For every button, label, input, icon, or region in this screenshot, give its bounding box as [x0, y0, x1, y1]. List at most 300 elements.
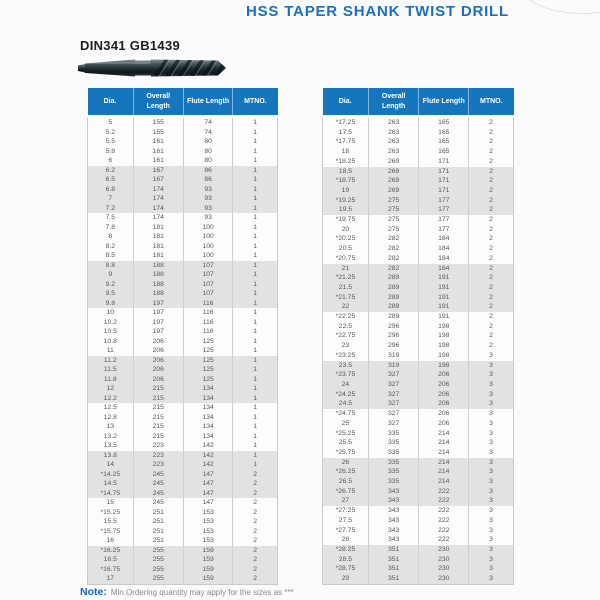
table-cell: 198 — [419, 341, 469, 351]
table-row — [88, 356, 278, 366]
page-title: HSS TAPER SHANK TWIST DRILL — [246, 3, 509, 20]
table-cell: 206 — [133, 337, 183, 347]
table-cell: 6 — [88, 156, 134, 166]
table-cell: 1 — [233, 213, 278, 223]
header-row — [323, 88, 514, 117]
table-row — [323, 506, 514, 516]
table-row — [88, 242, 278, 252]
table-cell: 327 — [368, 380, 419, 390]
table-row — [88, 460, 278, 470]
table-cell: 20.5 — [323, 244, 369, 254]
table-cell: 100 — [183, 232, 232, 242]
table-cell: *20.25 — [323, 234, 369, 244]
table-cell: 153 — [183, 517, 232, 527]
table-cell: 11.5 — [88, 365, 134, 375]
table-cell: 197 — [133, 318, 183, 328]
table-row — [88, 422, 278, 432]
table-row — [323, 254, 514, 264]
table-cell: 1 — [233, 166, 278, 176]
table-cell: 2 — [233, 527, 278, 537]
table-cell: 165 — [419, 137, 469, 147]
drill-size-table-2 — [322, 88, 514, 585]
table-cell: 255 — [133, 555, 183, 565]
table-cell: 2 — [469, 264, 514, 274]
table-row — [88, 365, 278, 375]
table-cell: 14.5 — [88, 479, 134, 489]
table-cell: 289 — [368, 273, 419, 283]
table-cell: 107 — [183, 261, 232, 271]
table-cell: *16.25 — [88, 546, 134, 556]
table-cell: 2 — [469, 137, 514, 147]
table-cell: 165 — [419, 117, 469, 128]
table-cell: 24 — [323, 380, 369, 390]
table-cell: 251 — [133, 508, 183, 518]
table-cell: 107 — [183, 270, 232, 280]
table-cell: 327 — [368, 370, 419, 380]
table-cell: 3 — [469, 574, 514, 584]
table-cell: 13 — [88, 422, 134, 432]
column-header: Flute Length — [419, 88, 469, 117]
table-row — [88, 441, 278, 451]
table-cell: 142 — [183, 441, 232, 451]
table-cell: 1 — [233, 384, 278, 394]
table-cell: 167 — [133, 175, 183, 185]
table-row — [323, 390, 514, 400]
table-cell: 230 — [419, 564, 469, 574]
drill-bit-image — [78, 55, 228, 81]
table-cell: 275 — [368, 215, 419, 225]
table-cell: 12 — [88, 384, 134, 394]
table-cell: 3 — [469, 370, 514, 380]
table-cell: 8.5 — [88, 251, 134, 261]
footer-note — [80, 582, 294, 600]
table-row — [323, 117, 514, 128]
table-cell: 147 — [183, 470, 232, 480]
table-cell: 16.5 — [88, 555, 134, 565]
table-cell: 93 — [183, 204, 232, 214]
spec-table — [87, 88, 278, 585]
table-row — [323, 458, 514, 468]
table-cell: 191 — [419, 312, 469, 322]
table-cell: 197 — [133, 308, 183, 318]
table-row — [323, 322, 514, 332]
table-cell: 335 — [368, 448, 419, 458]
table-cell: 2 — [469, 147, 514, 157]
table-cell: 9.5 — [88, 289, 134, 299]
table-cell: 1 — [233, 422, 278, 432]
table-row — [323, 215, 514, 225]
table-cell: 153 — [183, 536, 232, 546]
table-cell: 327 — [368, 390, 419, 400]
table-cell: 206 — [419, 419, 469, 429]
table-row — [88, 117, 278, 128]
table-row — [88, 289, 278, 299]
table-row — [323, 429, 514, 439]
table-cell: 12.8 — [88, 413, 134, 423]
table-cell: 335 — [368, 429, 419, 439]
table-cell: 206 — [419, 409, 469, 419]
table-cell: 255 — [133, 565, 183, 575]
table-row — [88, 470, 278, 480]
table-row — [323, 448, 514, 458]
table-row — [88, 517, 278, 527]
table-cell: 1 — [233, 441, 278, 451]
table-cell: 263 — [368, 128, 419, 138]
table-cell: 5 — [88, 117, 134, 128]
table-cell: 1 — [233, 356, 278, 366]
table-cell: 159 — [183, 565, 232, 575]
table-cell: 2 — [233, 470, 278, 480]
table-cell: 222 — [419, 535, 469, 545]
spec-table — [322, 88, 514, 585]
table-cell: 351 — [368, 564, 419, 574]
table-cell: 296 — [368, 341, 419, 351]
table-cell: *23.75 — [323, 370, 369, 380]
table-cell: 3 — [469, 409, 514, 419]
table-cell: 3 — [469, 506, 514, 516]
table-row — [323, 351, 514, 361]
table-cell: 1 — [233, 451, 278, 461]
table-cell: *17.75 — [323, 137, 369, 147]
table-cell: 289 — [368, 283, 419, 293]
table-cell: 2 — [469, 293, 514, 303]
table-cell: *26.25 — [323, 467, 369, 477]
table-cell: 159 — [183, 574, 232, 584]
table-cell: 3 — [469, 535, 514, 545]
table-cell: 13.5 — [88, 441, 134, 451]
table-cell: 275 — [368, 196, 419, 206]
table-cell: 1 — [233, 204, 278, 214]
table-cell: 230 — [419, 574, 469, 584]
table-row — [323, 312, 514, 322]
table-cell: 198 — [419, 361, 469, 371]
table-cell: 17 — [88, 574, 134, 584]
table-cell: *19.25 — [323, 196, 369, 206]
table-cell: 116 — [183, 327, 232, 337]
table-cell: 2 — [233, 565, 278, 575]
table-cell: 5.8 — [88, 147, 134, 157]
table-cell: 222 — [419, 487, 469, 497]
table-cell: 3 — [469, 380, 514, 390]
table-cell: 134 — [183, 422, 232, 432]
table-cell: 100 — [183, 251, 232, 261]
table-cell: 134 — [183, 394, 232, 404]
table-cell: 289 — [368, 302, 419, 312]
table-cell: 2 — [469, 273, 514, 283]
table-cell: 29 — [323, 574, 369, 584]
table-cell: 191 — [419, 283, 469, 293]
table-row — [323, 438, 514, 448]
table-cell: 335 — [368, 467, 419, 477]
table-cell: 155 — [133, 117, 183, 128]
drill-highlight — [86, 62, 150, 64]
table-cell: 24.5 — [323, 399, 369, 409]
table-row — [323, 399, 514, 409]
table-cell: *27.25 — [323, 506, 369, 516]
table-cell: 19 — [323, 186, 369, 196]
table-cell: 197 — [133, 327, 183, 337]
table-cell: 2 — [233, 479, 278, 489]
table-cell: 8 — [88, 232, 134, 242]
table-cell: 343 — [368, 487, 419, 497]
note-text: Min.Ordering quantity may apply for the sizes as *** — [110, 588, 294, 597]
table-cell: 93 — [183, 185, 232, 195]
table-cell: 206 — [133, 375, 183, 385]
table-row — [88, 527, 278, 537]
table-cell: 1 — [233, 432, 278, 442]
table-row — [323, 467, 514, 477]
table-row — [88, 565, 278, 575]
table-cell: 86 — [183, 175, 232, 185]
table-cell: 22.5 — [323, 322, 369, 332]
table-cell: 1 — [233, 175, 278, 185]
table-cell: 13.8 — [88, 451, 134, 461]
table-cell: 198 — [419, 322, 469, 332]
table-cell: 198 — [419, 331, 469, 341]
table-cell: 215 — [133, 394, 183, 404]
column-header: Overall Length — [368, 88, 419, 117]
table-cell: 335 — [368, 477, 419, 487]
table-row — [88, 204, 278, 214]
table-row — [323, 225, 514, 235]
table-row — [323, 196, 514, 206]
table-cell: *25.75 — [323, 448, 369, 458]
table-cell: 1 — [233, 403, 278, 413]
table-cell: 11.8 — [88, 375, 134, 385]
table-cell: 27 — [323, 496, 369, 506]
table-row — [323, 147, 514, 157]
table-cell: *24.25 — [323, 390, 369, 400]
table-cell: 184 — [419, 264, 469, 274]
drill-tang — [78, 64, 85, 73]
header-row — [88, 88, 278, 117]
table-row — [88, 137, 278, 147]
column-header: MTNO. — [469, 88, 514, 117]
table-cell: 215 — [133, 384, 183, 394]
table-cell: 275 — [368, 205, 419, 215]
table-cell: 116 — [183, 308, 232, 318]
table-cell: *26.75 — [323, 487, 369, 497]
table-row — [323, 128, 514, 138]
table-row — [88, 213, 278, 223]
table-row — [88, 147, 278, 157]
table-cell: *19.75 — [323, 215, 369, 225]
table-cell: 2 — [233, 546, 278, 556]
table-cell: 1 — [233, 117, 278, 128]
table-cell: 100 — [183, 242, 232, 252]
table-row — [323, 341, 514, 351]
table-cell: 5.5 — [88, 137, 134, 147]
table-row — [88, 156, 278, 166]
note-label: Note: — [80, 586, 107, 598]
table-cell: 23 — [323, 341, 369, 351]
table-cell: *22.25 — [323, 312, 369, 322]
table-row — [88, 394, 278, 404]
table-cell: 167 — [133, 166, 183, 176]
table-cell: 343 — [368, 506, 419, 516]
table-cell: 184 — [419, 254, 469, 264]
table-cell: 3 — [469, 351, 514, 361]
table-cell: 177 — [419, 205, 469, 215]
table-cell: 3 — [469, 555, 514, 565]
table-cell: 2 — [469, 244, 514, 254]
table-cell: 263 — [368, 137, 419, 147]
table-cell: 9.2 — [88, 280, 134, 290]
table-row — [88, 451, 278, 461]
table-cell: 147 — [183, 498, 232, 508]
table-cell: 275 — [368, 225, 419, 235]
table-cell: 125 — [183, 365, 232, 375]
table-row — [323, 564, 514, 574]
table-cell: 2 — [233, 536, 278, 546]
table-cell: 206 — [419, 380, 469, 390]
table-cell: 171 — [419, 176, 469, 186]
table-cell: 181 — [133, 223, 183, 233]
table-cell: 327 — [368, 399, 419, 409]
table-cell: 269 — [368, 186, 419, 196]
table-cell: 2 — [469, 167, 514, 177]
table-cell: 1 — [233, 318, 278, 328]
table-cell: *21.75 — [323, 293, 369, 303]
table-cell: 245 — [133, 470, 183, 480]
table-cell: 215 — [133, 432, 183, 442]
table-cell: 1 — [233, 147, 278, 157]
table-cell: *23.25 — [323, 351, 369, 361]
table-row — [88, 489, 278, 499]
table-cell: 1 — [233, 270, 278, 280]
table-cell: 1 — [233, 128, 278, 138]
watermark-arc — [516, 0, 600, 14]
table-cell: 3 — [469, 448, 514, 458]
table-cell: 9.8 — [88, 299, 134, 309]
table-cell: 165 — [419, 128, 469, 138]
table-row — [88, 479, 278, 489]
table-cell: 153 — [183, 527, 232, 537]
table-row — [88, 308, 278, 318]
table-row — [88, 555, 278, 565]
table-cell: 2 — [469, 215, 514, 225]
table-cell: 161 — [133, 156, 183, 166]
table-cell: 181 — [133, 232, 183, 242]
table-cell: 263 — [368, 147, 419, 157]
table-cell: 251 — [133, 527, 183, 537]
table-cell: 282 — [368, 254, 419, 264]
table-cell: 5.2 — [88, 128, 134, 138]
table-header — [88, 88, 278, 117]
table-cell: 319 — [368, 361, 419, 371]
table-cell: 214 — [419, 467, 469, 477]
table-cell: 222 — [419, 506, 469, 516]
table-cell: 27.5 — [323, 516, 369, 526]
table-cell: 2 — [469, 312, 514, 322]
table-cell: 159 — [183, 546, 232, 556]
table-cell: 269 — [368, 157, 419, 167]
table-cell: 184 — [419, 244, 469, 254]
table-cell: 1 — [233, 185, 278, 195]
table-cell: 13.2 — [88, 432, 134, 442]
table-cell: 1 — [233, 375, 278, 385]
table-row — [323, 545, 514, 555]
table-cell: 289 — [368, 293, 419, 303]
table-cell: 3 — [469, 438, 514, 448]
table-cell: *25.25 — [323, 429, 369, 439]
table-cell: 223 — [133, 441, 183, 451]
table-cell: 18 — [323, 147, 369, 157]
table-header — [323, 88, 514, 117]
table-row — [88, 508, 278, 518]
table-cell: 335 — [368, 438, 419, 448]
table-cell: 3 — [469, 526, 514, 536]
table-cell: 125 — [183, 346, 232, 356]
table-cell: 1 — [233, 156, 278, 166]
table-cell: 161 — [133, 137, 183, 147]
table-cell: 2 — [469, 234, 514, 244]
table-row — [323, 574, 514, 584]
table-row — [323, 477, 514, 487]
table-cell: 26 — [323, 458, 369, 468]
table-cell: 296 — [368, 331, 419, 341]
table-cell: 214 — [419, 429, 469, 439]
table-row — [88, 251, 278, 261]
table-cell: 351 — [368, 555, 419, 565]
table-row — [323, 234, 514, 244]
table-row — [323, 264, 514, 274]
table-row — [88, 375, 278, 385]
table-cell: 2 — [469, 176, 514, 186]
table-cell: 282 — [368, 234, 419, 244]
table-cell: 245 — [133, 479, 183, 489]
table-row — [88, 223, 278, 233]
table-cell: 1 — [233, 346, 278, 356]
table-cell: 223 — [133, 451, 183, 461]
table-cell: 327 — [368, 409, 419, 419]
table-cell: 10.2 — [88, 318, 134, 328]
table-cell: 222 — [419, 516, 469, 526]
table-cell: 15.5 — [88, 517, 134, 527]
table-cell: 2 — [233, 555, 278, 565]
table-cell: 2 — [469, 283, 514, 293]
table-cell: 1 — [233, 280, 278, 290]
table-cell: 2 — [233, 489, 278, 499]
table-cell: *27.75 — [323, 526, 369, 536]
table-cell: *16.75 — [88, 565, 134, 575]
table-cell: *15.75 — [88, 527, 134, 537]
table-cell: 23.5 — [323, 361, 369, 371]
table-cell: 19.5 — [323, 205, 369, 215]
table-cell: 343 — [368, 516, 419, 526]
table-cell: 251 — [133, 517, 183, 527]
table-cell: 222 — [419, 526, 469, 536]
table-cell: 343 — [368, 496, 419, 506]
table-cell: 6.5 — [88, 175, 134, 185]
table-cell: 206 — [133, 356, 183, 366]
table-cell: 80 — [183, 137, 232, 147]
table-cell: 7 — [88, 194, 134, 204]
table-cell: 116 — [183, 299, 232, 309]
table-cell: 2 — [469, 254, 514, 264]
drill-taper-shank — [85, 60, 135, 77]
table-cell: 1 — [233, 251, 278, 261]
table-cell: 1 — [233, 365, 278, 375]
table-row — [323, 555, 514, 565]
table-cell: 10.8 — [88, 337, 134, 347]
table-cell: 251 — [133, 536, 183, 546]
table-row — [88, 327, 278, 337]
table-cell: 351 — [368, 545, 419, 555]
table-cell: 22 — [323, 302, 369, 312]
table-cell: *21.25 — [323, 273, 369, 283]
table-cell: *22.75 — [323, 331, 369, 341]
